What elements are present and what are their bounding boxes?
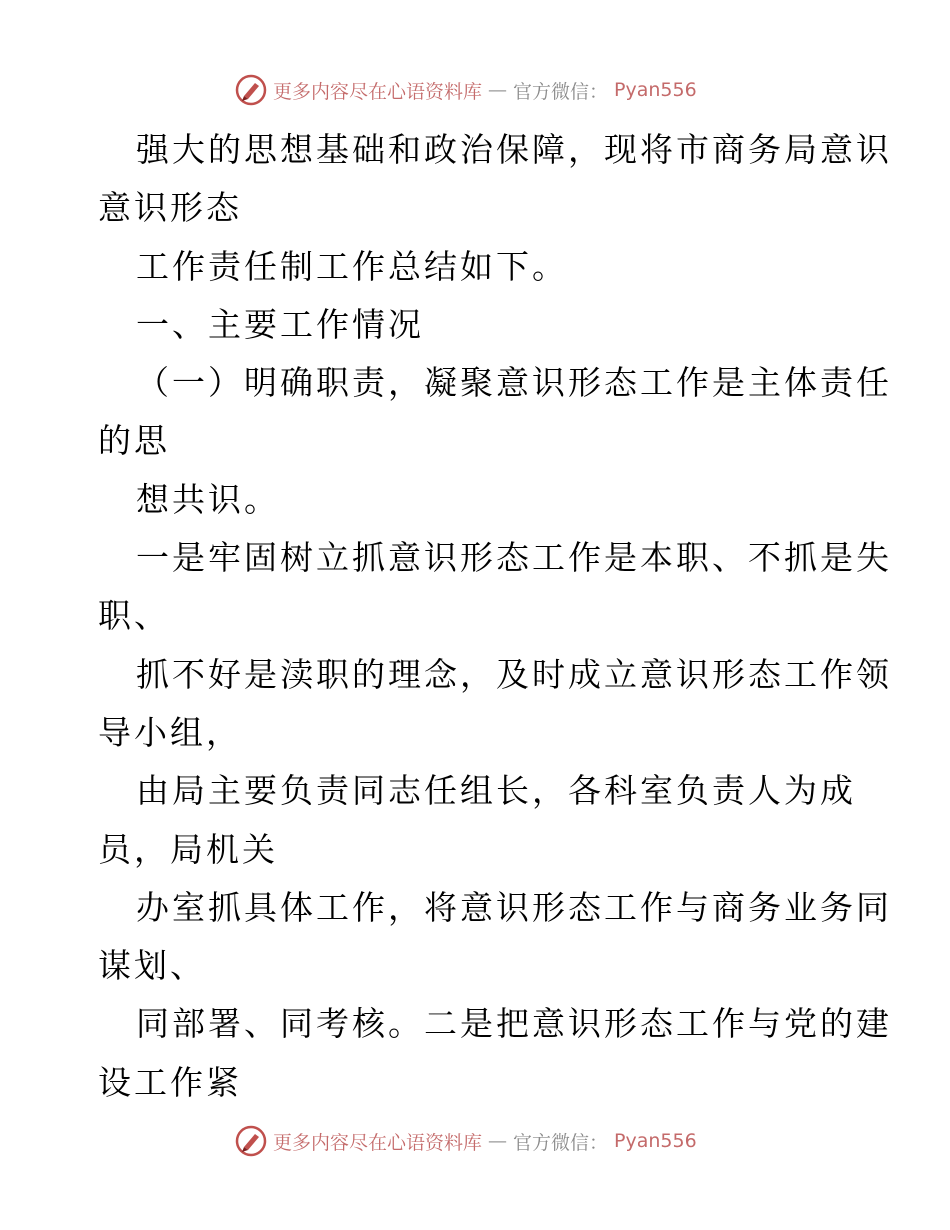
- footer-banner: [235, 1124, 755, 1158]
- text-line: 工作责任制工作总结如下。: [136, 246, 568, 286]
- banner-wechat-label: 官方微信：: [513, 1131, 609, 1154]
- banner-text: 更多内容尽在心语资料库: [273, 80, 483, 103]
- banner-text: 更多内容尽在心语资料库: [273, 1131, 483, 1154]
- text-line: 办室抓具体工作，将意识形态工作与商务业务同: [136, 887, 892, 927]
- red-pen-logo-icon: [235, 74, 267, 106]
- banner-wechat-id: Pyan556: [614, 1130, 697, 1152]
- body-text: [98, 121, 892, 1112]
- text-line: 强大的思想基础和政治保障，现将市商务局意识: [136, 130, 892, 169]
- section-heading: 一、主要工作情况: [136, 304, 424, 344]
- text-line: 的思: [98, 421, 170, 461]
- text-line: 意识形态: [98, 188, 242, 228]
- text-line: 由局主要负责同志任组长，各科室负责人为成: [136, 771, 856, 811]
- banner-dash: —: [488, 1130, 508, 1152]
- text-line: 抓不好是渎职的理念，及时成立意识形态工作领: [136, 654, 892, 694]
- text-line: 职、: [98, 596, 170, 636]
- header-banner: [235, 73, 755, 107]
- text-line: 想共识。: [136, 479, 280, 519]
- red-pen-logo-icon: [235, 1125, 267, 1157]
- banner-dash: —: [488, 79, 508, 101]
- banner-wechat-id: Pyan556: [614, 79, 697, 101]
- text-line: 导小组，: [98, 712, 242, 752]
- text-line: 员，局机关: [98, 829, 278, 869]
- subsection-heading: （一）明确职责，凝聚意识形态工作是主体责任: [136, 363, 892, 403]
- text-line: 同部署、同考核。二是把意识形态工作与党的建: [136, 1004, 892, 1044]
- text-line: 谋划、: [98, 946, 206, 986]
- text-line: 设工作紧: [98, 1062, 242, 1102]
- banner-wechat-label: 官方微信：: [513, 80, 609, 103]
- text-line: 一是牢固树立抓意识形态工作是本职、不抓是失: [136, 538, 892, 578]
